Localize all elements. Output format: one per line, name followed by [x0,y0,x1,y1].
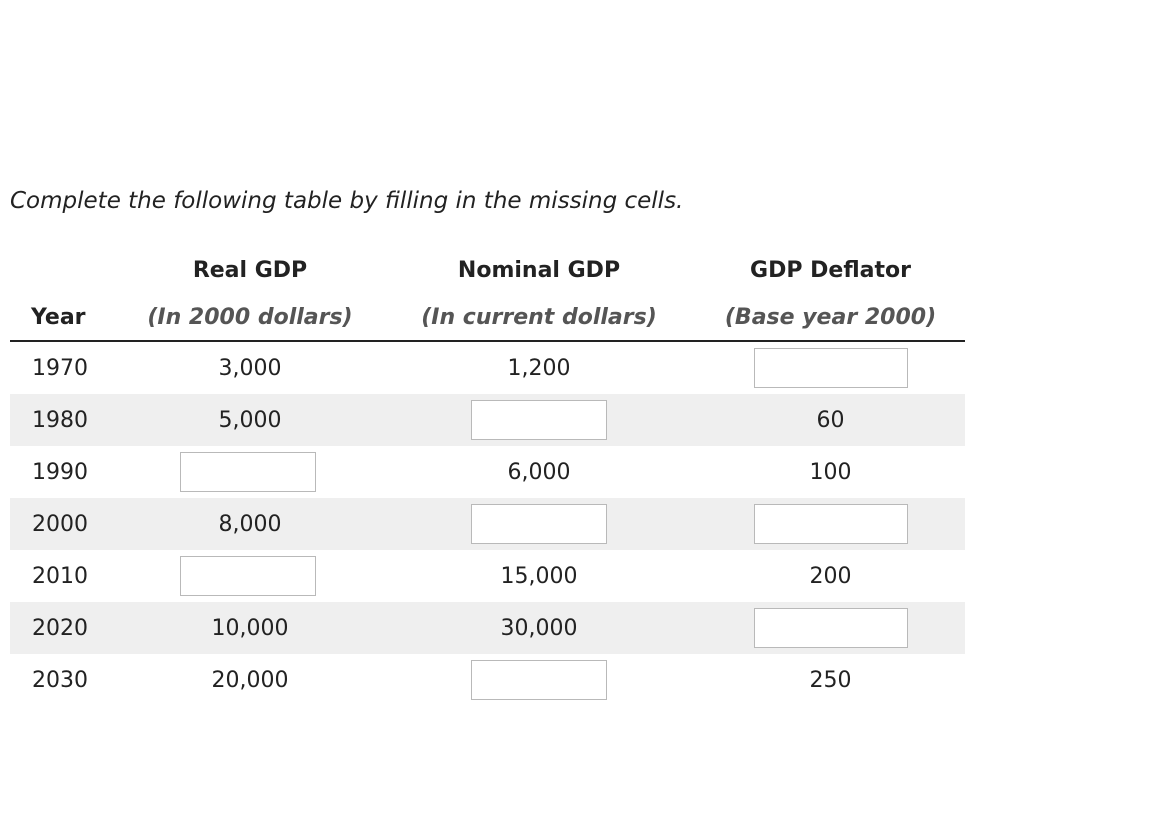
real-gdp-cell-empty [118,446,382,498]
real-value-cell: 3,000 [218,355,282,381]
year-cell: 2010 [32,563,88,589]
real-gdp-cell-empty [118,550,382,602]
deflator-answer-input[interactable] [754,608,908,648]
real-answer-input[interactable] [180,556,316,596]
header-real-gdp-units: (In 2000 dollars) [118,294,382,341]
real-value-cell: 5,000 [118,394,382,446]
deflator-value-cell: 250 [809,667,852,693]
header-row-titles [10,247,965,294]
nominal-gdp-cell-empty [382,498,696,550]
year-cell: 2000 [10,498,118,550]
table-row [10,446,965,498]
deflator-gdp-cell-empty [696,602,965,654]
table-row [10,341,965,394]
real-value-cell: 8,000 [118,498,382,550]
nominal-value-cell: 15,000 [500,563,578,589]
year-cell: 2030 [32,667,88,693]
header-row-units [10,294,965,341]
header-gdp-deflator: GDP Deflator [750,258,911,283]
header-real-gdp: Real GDP [192,258,308,283]
deflator-answer-input[interactable] [754,504,908,544]
nominal-answer-input[interactable] [471,504,607,544]
deflator-value-cell: 100 [809,459,852,485]
nominal-value-cell: 6,000 [507,459,571,485]
year-cell: 1980 [10,394,118,446]
year-cell: 1970 [32,355,88,381]
table-row [10,602,965,654]
table-row [10,498,965,550]
header-nominal-gdp-units: (In current dollars) [382,294,696,341]
table-row [10,550,965,602]
nominal-answer-input[interactable] [471,400,607,440]
nominal-value-cell: 1,200 [507,355,571,381]
deflator-gdp-cell-empty [696,341,965,394]
header-year: Year [10,294,118,341]
nominal-value-cell: 30,000 [382,602,696,654]
gdp-table [10,247,965,706]
deflator-answer-input[interactable] [754,348,908,388]
deflator-value-cell: 60 [696,394,965,446]
instructions-text: Complete the following table by filling in the missing cells. [10,188,684,214]
nominal-answer-input[interactable] [471,660,607,700]
nominal-gdp-cell-empty [382,394,696,446]
year-cell: 1990 [32,459,88,485]
cropped-heading-fragment [224,0,444,4]
header-year-blank [10,247,118,294]
real-answer-input[interactable] [180,452,316,492]
deflator-gdp-cell-empty [696,498,965,550]
nominal-gdp-cell-empty [382,654,696,706]
table-row [10,394,965,446]
table-row [10,654,965,706]
deflator-value-cell: 200 [809,563,852,589]
real-value-cell: 20,000 [211,667,289,693]
real-value-cell: 10,000 [118,602,382,654]
header-gdp-deflator-units: (Base year 2000) [696,294,965,341]
header-nominal-gdp: Nominal GDP [457,258,621,283]
year-cell: 2020 [10,602,118,654]
table-body [10,341,965,706]
